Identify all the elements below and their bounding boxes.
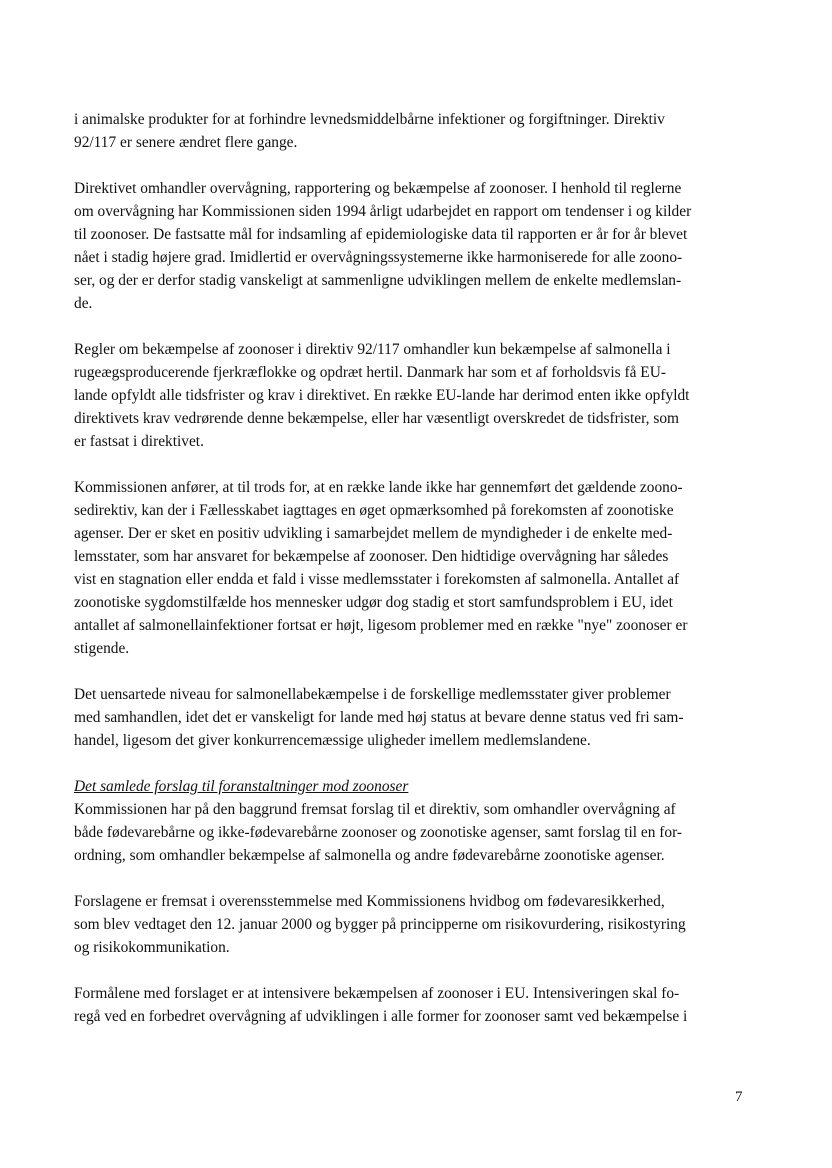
paragraph: Regler om bekæmpelse af zoonoser i direktiv 92/117 omhandler kun bekæmpelse af salmonella i rugeægsproducerende fjerkræflokke og opdræt hertil. Danmark har som et af forholdsvis få EU- lande opfyldt alle tidsfrister og krav i direktivet. En række EU-lande har derimod enten ikke opfyldt direktivets krav vedrørende denne bekæmpelse, eller har væsentligt overskredet de tidsfrister, som er fastsat i direktivet. [74, 341, 690, 450]
paragraph: Direktivet omhandler overvågning, rapportering og bekæmpelse af zoonoser. I henhold til reglerne om overvågning har Kommissionen siden 1994 årligt udarbejdet en rapport om tendenser i og kilder til zoonoser. De fastsatte mål for indsamling af epidemiologiske data til rapporten er år for år blevet nået i stadig højere grad. Imidlertid er overvågningssystemerne ikke harmoniserede for alle zoono- ser, og der er derfor stadig vanskeligt at sammenligne udviklingen mellem de enkelte medlemslan- de. [74, 180, 692, 312]
page-number: 7 [735, 1089, 743, 1105]
paragraph: Forslagene er fremsat i overensstemmelse med Kommissionens hvidbog om fødevaresikkerhed, som blev vedtaget den 12. januar 2000 og bygger på principperne om risikovurdering, risikostyring og risikokommunikation. [74, 893, 686, 956]
paragraph-gap [74, 315, 754, 338]
paragraph: Det uensartede niveau for salmonellabekæmpelse i de forskellige medlemsstater giver problemer med samhandlen, idet det er vanskeligt for lande med høj status at bevare denne status ved fri sam- handel, ligesom det giver konkurrencemæssige uligheder imellem medlemslandene. [74, 686, 684, 749]
paragraph-gap [74, 453, 754, 476]
paragraph-gap [74, 867, 754, 890]
section-heading: Det samlede forslag til foranstaltninger mod zoonoser [74, 778, 409, 795]
paragraph: Kommissionen anfører, at til trods for, at en række lande ikke har gennemført det gældende zoono- sedirektiv, kan der i Fællesskabet iagttages en øget opmærksomhed på forekomsten af zoonotiske agenser. Der er sket en positiv udvikling i samarbejdet mellem de myndigheder i de enkelte med- lemsstater, som har ansvaret for bekæmpelse af zoonoser. Den hidtidige overvågning har således vist en stagnation eller endda et fald i visse medlemsstater i forekomsten af salmonella. Antallet af zoonotiske sygdomstilfælde hos mennesker udgør dog stadig et stort samfundsproblem i EU, idet antallet af salmonellainfektioner fortsat er højt, ligesom problemer med en række "nye" zoonoser er stigende. [74, 479, 688, 657]
paragraph-gap [74, 154, 754, 177]
paragraph: Kommissionen har på den baggrund fremsat forslag til et direktiv, som omhandler overvågning af både fødevarebårne og ikke-fødevarebårne zoonoser og zoonotiske agenser, samt forslag til en for- ordning, som omhandler bekæmpelse af salmonella og andre fødevarebårne zoonotiske agenser. [74, 801, 683, 864]
paragraph-gap [74, 959, 754, 982]
paragraph-gap [74, 752, 754, 775]
paragraph: Formålene med forslaget er at intensivere bekæmpelsen af zoonoser i EU. Intensiveringen skal fo- regå ved en forbedret overvågning af udviklingen i alle former for zoonoser samt ved bekæmpelse i [74, 985, 688, 1025]
paragraph: i animalske produkter for at forhindre levnedsmiddelbårne infektioner og forgiftninger. Direktiv 92/117 er senere ændret flere gange. [74, 111, 665, 151]
page-content [74, 108, 754, 1028]
paragraph-gap [74, 660, 754, 683]
